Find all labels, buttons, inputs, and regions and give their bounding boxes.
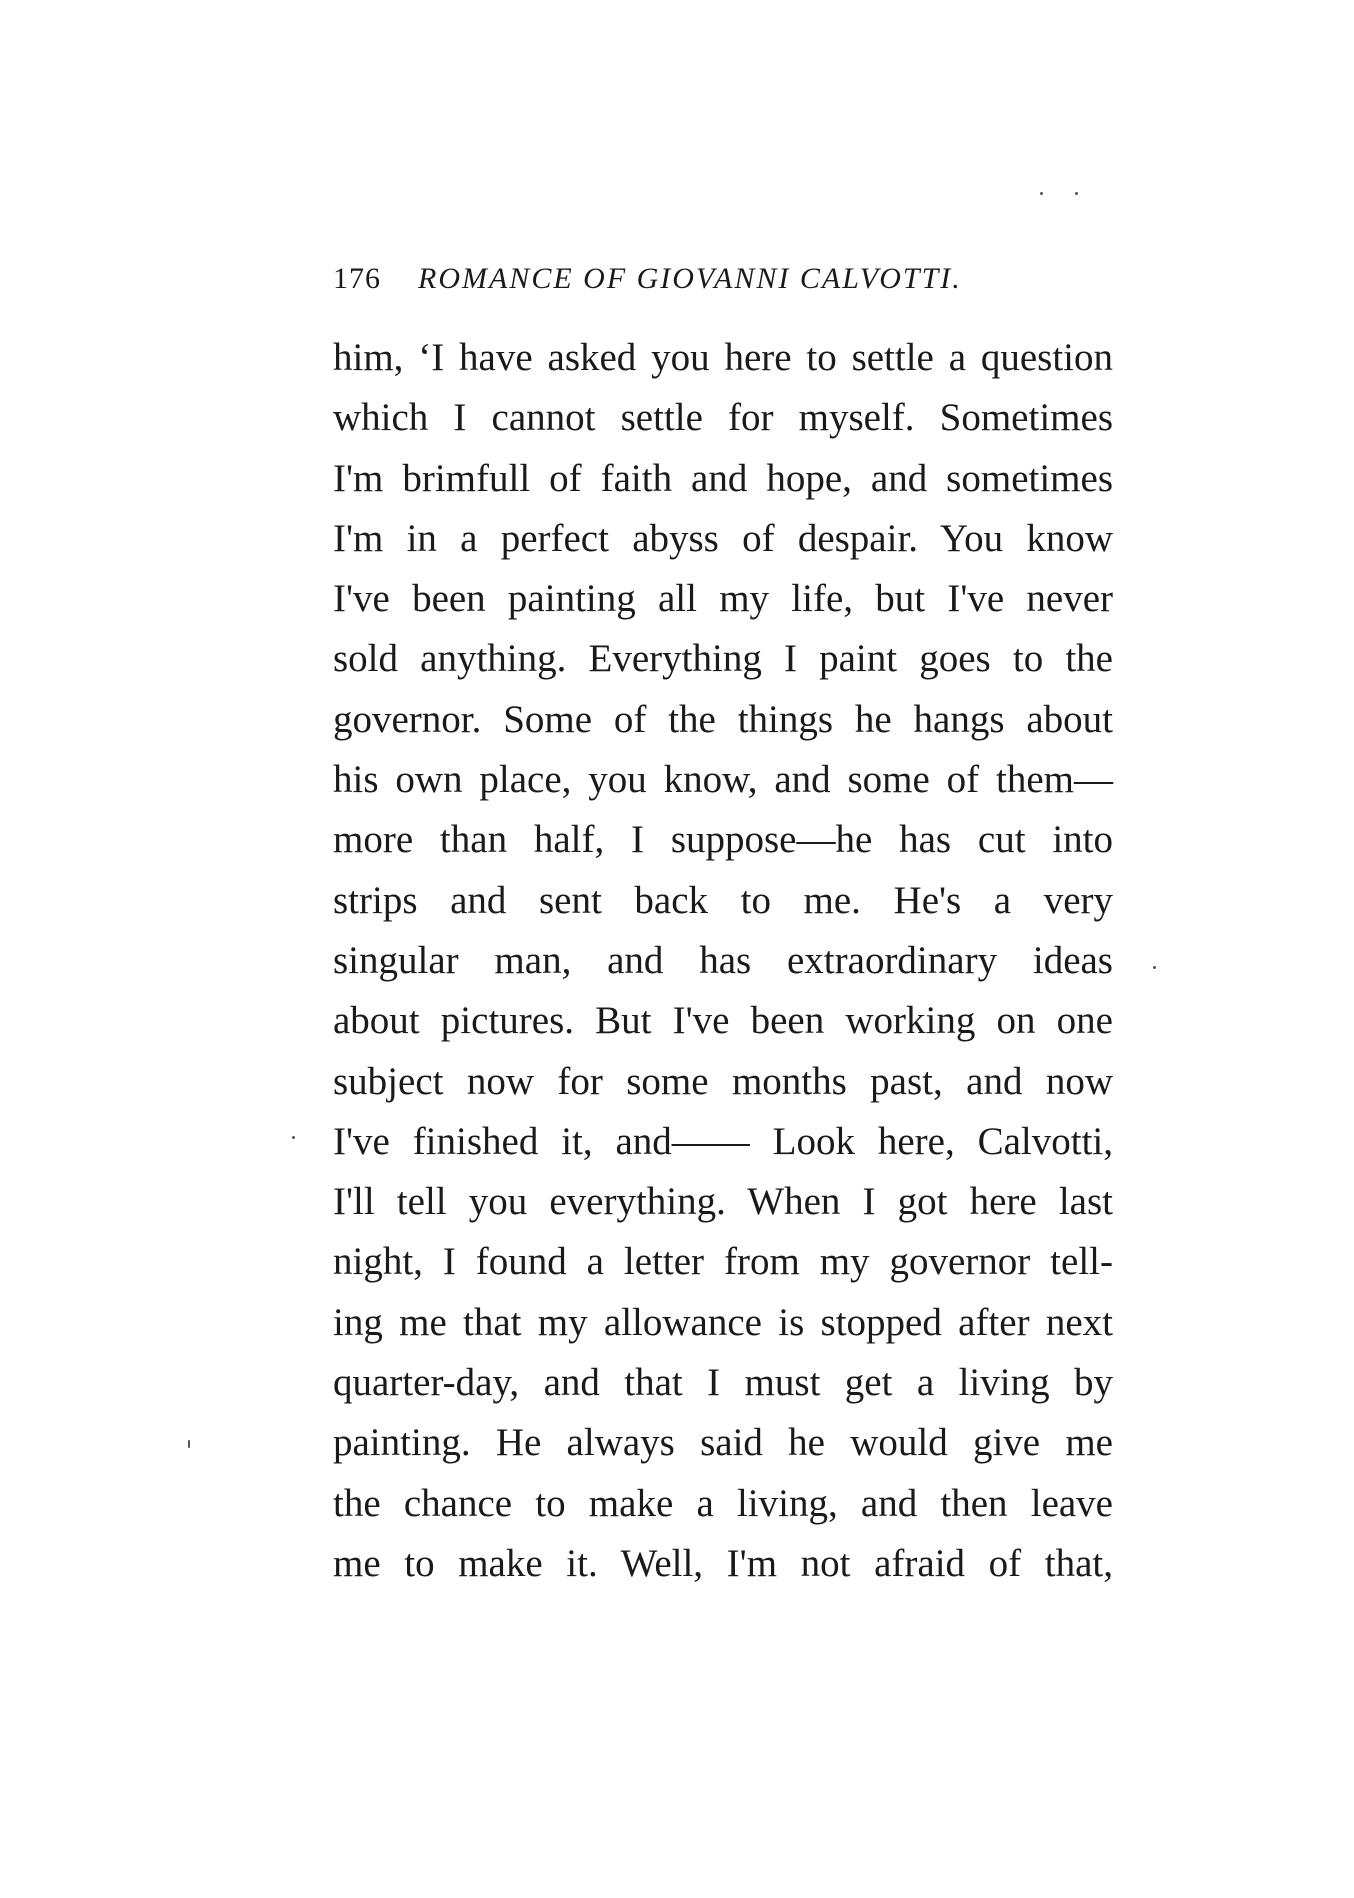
text-line: subject now for some months past, and now [333, 1059, 1113, 1103]
text-line: I'm in a perfect abyss of despair. You know [333, 516, 1113, 560]
text-line: about pictures. But I've been working on one [333, 999, 1113, 1043]
paper-speck [1040, 192, 1043, 195]
text-line: I'm brimfull of faith and hope, and sometimes [333, 456, 1113, 500]
paper-speck [1075, 192, 1078, 195]
text-line: his own place, you know, and some of them— [333, 758, 1113, 802]
text-line: sold anything. Everything I paint goes to the [333, 637, 1113, 681]
text-line: me to make it. Well, I'm not afraid of that, [333, 1541, 1113, 1585]
paper-speck [1153, 966, 1156, 969]
text-line: night, I found a letter from my governor tell- [333, 1240, 1113, 1284]
paper-speck [188, 1440, 190, 1448]
text-line: strips and sent back to me. He's a very [333, 878, 1113, 922]
text-line: the chance to make a living, and then leave [333, 1481, 1113, 1525]
text-line: ing me that my allowance is stopped after next [333, 1300, 1113, 1344]
text-line: painting. He always said he would give me [333, 1421, 1113, 1465]
text-line: more than half, I suppose—he has cut into [333, 818, 1113, 862]
running-header [333, 262, 1113, 302]
page-number: 176 [333, 262, 381, 295]
text-line: which I cannot settle for myself. Sometimes [333, 396, 1113, 440]
running-title: ROMANCE OF GIOVANNI CALVOTTI. [418, 262, 962, 295]
text-line: him, ‘I have asked you here to settle a question [333, 336, 1113, 379]
text-line: quarter-day, and that I must get a living by [333, 1361, 1113, 1405]
paper-speck [292, 1136, 295, 1139]
body-text [333, 328, 1113, 1594]
text-line: I've finished it, and—— Look here, Calvotti, [333, 1119, 1113, 1163]
text-line: I've been painting all my life, but I've never [333, 577, 1113, 621]
text-line: governor. Some of the things he hangs about [333, 697, 1113, 741]
text-line: singular man, and has extraordinary ideas [333, 938, 1113, 982]
text-line: I'll tell you everything. When I got here last [333, 1180, 1113, 1224]
